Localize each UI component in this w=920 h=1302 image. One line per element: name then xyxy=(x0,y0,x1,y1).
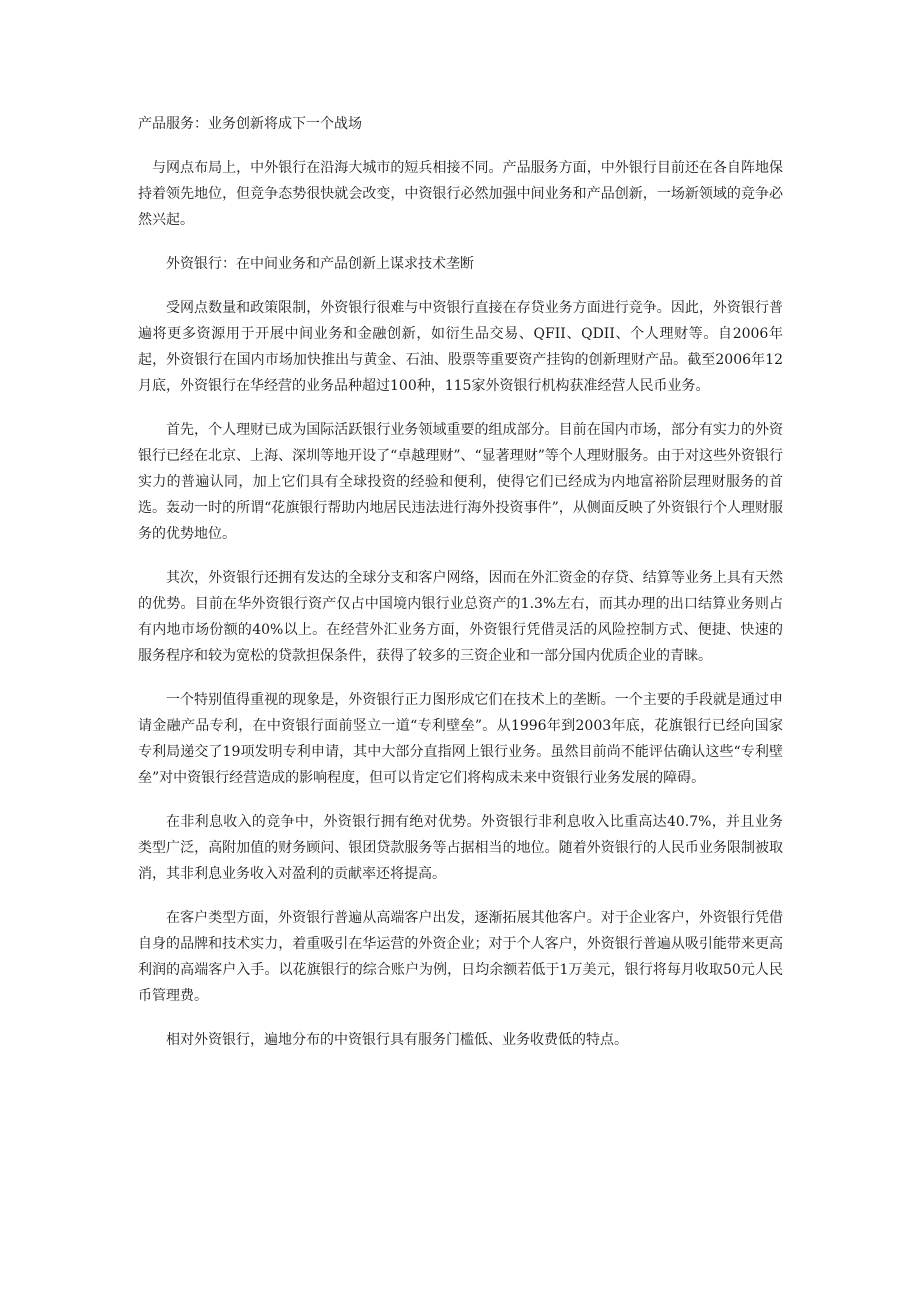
paragraph: 在非利息收入的竞争中，外资银行拥有绝对优势。外资银行非利息收入比重高达40.7%，并且业务类型广泛，高附加值的财务顾问、银团贷款服务等占据相当的地位。随着外资银行的人民币业务限制被取消，其非利息业务收入对盈利的贡献率还将提高。 xyxy=(138,814,783,882)
paragraph: 相对外资银行，遍地分布的中资银行具有服务门槛低、业务收费低的特点。 xyxy=(166,1032,628,1048)
paragraph: 首先，个人理财已成为国际活跃银行业务领域重要的组成部分。目前在国内市场，部分有实力的外资银行已经在北京、上海、深圳等地开设了“卓越理财”、“显著理财”等个人理财服务。由于对这些外资银行实力的普遍认同，加上它们具有全球投资的经验和便利，使得它们已经成为内地富裕阶层理财服务的首选。轰动一时的所谓“花旗银行帮助内地居民违法进行海外投资事件”，从侧面反映了外资银行个人理财服务的优势地位。 xyxy=(138,422,783,542)
document-body xyxy=(138,111,783,1071)
paragraph: 受网点数量和政策限制，外资银行很难与中资银行直接在存贷业务方面进行竞争。因此，外资银行普遍将更多资源用于开展中间业务和金融创新，如衍生品交易、QFII、QDII、个人理财等。自2006年起，外资银行在国内市场加快推出与黄金、石油、股票等重要资产挂钩的创新理财产品。截至2006年12月底，外资银行在华经营的业务品种超过100种，115家外资银行机构获准经营人民币业务。 xyxy=(138,300,783,394)
subsection-heading: 外资银行：在中间业务和产品创新上谋求技术垄断 xyxy=(166,256,474,272)
paragraph: 一个特别值得重视的现象是，外资银行正力图形成它们在技术上的垄断。一个主要的手段就是通过申请金融产品专利，在中资银行面前竖立一道“专利壁垒”。从1996年到2003年底，花旗银行已经向国家专利局递交了19项发明专利申请，其中大部分直指网上银行业务。虽然目前尚不能评估确认这些“专利壁垒”对中资银行经营造成的影响程度，但可以肯定它们将构成未来中资银行业务发展的障碍。 xyxy=(138,692,783,786)
paragraph: 在客户类型方面，外资银行普遍从高端客户出发，逐渐拓展其他客户。对于企业客户，外资银行凭借自身的品牌和技术实力，着重吸引在华运营的外资企业；对于个人客户，外资银行普遍从吸引能带来更高利润的高端客户入手。以花旗银行的综合账户为例，日均余额若低于1万美元，银行将每月收取50元人民币管理费。 xyxy=(138,910,783,1004)
intro-paragraph: 与网点布局上，中外银行在沿海大城市的短兵相接不同。产品服务方面，中外银行目前还在各自阵地保持着领先地位，但竞争态势很快就会改变，中资银行必然加强中间业务和产品创新，一场新领域的竞争必然兴起。 xyxy=(138,160,783,228)
section-heading: 产品服务：业务创新将成下一个战场 xyxy=(138,116,362,132)
paragraph: 其次，外资银行还拥有发达的全球分支和客户网络，因而在外汇资金的存贷、结算等业务上具有天然的优势。目前在华外资银行资产仅占中国境内银行业总资产的1.3%左右，而其办理的出口结算业务则占有内地市场份额的40%以上。在经营外汇业务方面，外资银行凭借灵活的风险控制方式、便捷、快速的服务程序和较为宽松的贷款担保条件，获得了较多的三资企业和一部分国内优质企业的青睐。 xyxy=(138,570,783,664)
